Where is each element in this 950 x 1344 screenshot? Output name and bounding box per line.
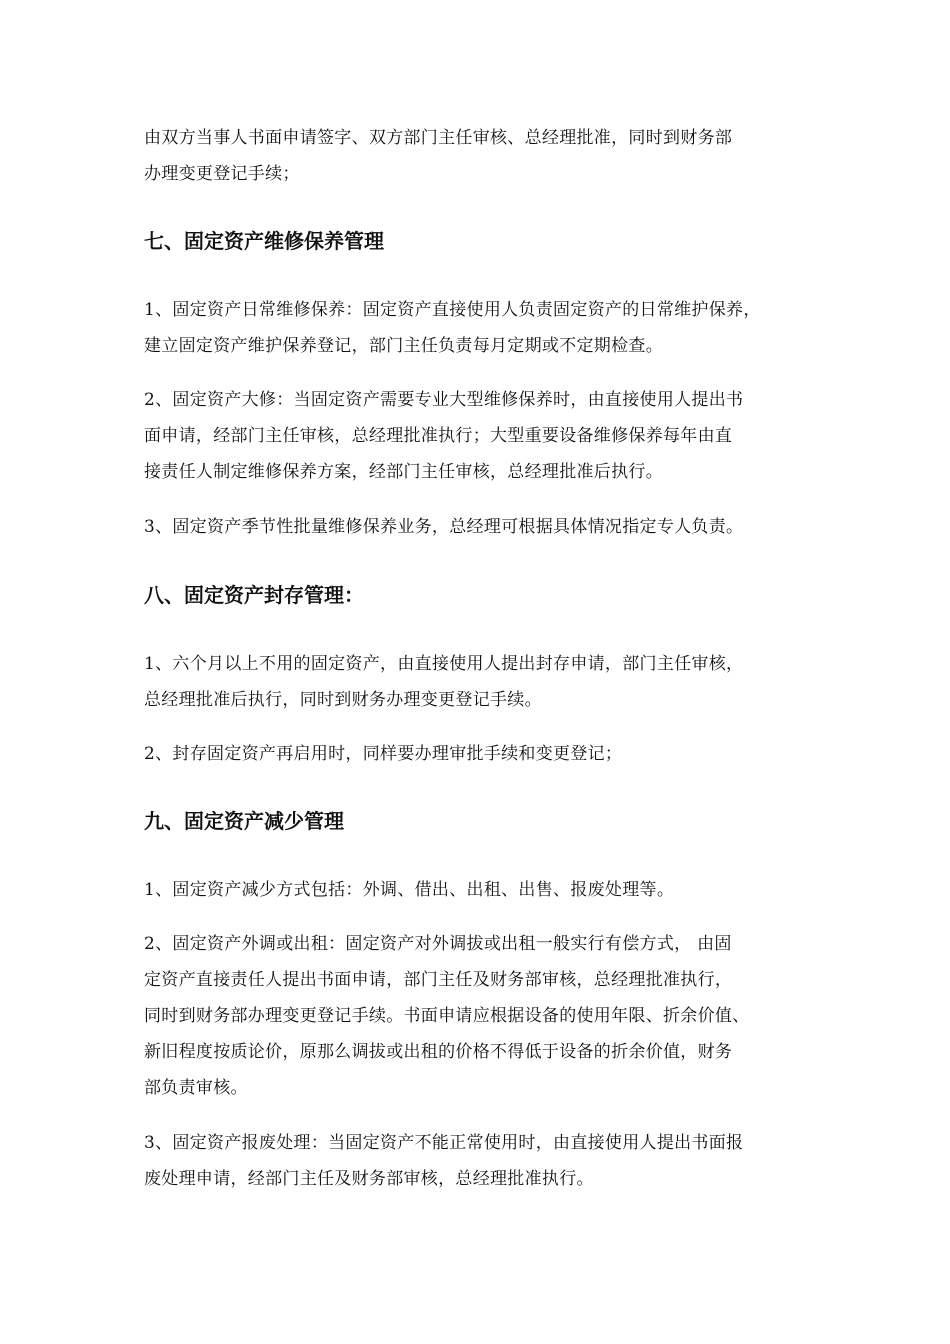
paragraph-reduction-methods [144,872,816,908]
text-line: 1、固定资产日常维修保养：固定资产直接使用人负责固定资产的日常维护保养， [144,300,761,320]
section-heading-reduction: 九、固定资产减少管理 [144,809,344,833]
text-line: 2、封存固定资产再启用时，同样要办理审批手续和变更登记； [144,744,623,764]
paragraph-overhaul [144,382,816,490]
text-line: 同时到财务部办理变更登记手续。书面申请应根据设备的使用年限、折余价值、 [144,1006,750,1026]
text-line: 定资产直接责任人提出书面申请，部门主任及财务部审核，总经理批准执行， [144,970,733,990]
text-line: 2、固定资产大修：当固定资产需要专业大型维修保养时，由直接使用人提出书 [144,390,744,410]
text-line: 3、固定资产季节性批量维修保养业务，总经理可根据具体情况指定专人负责。 [144,517,744,537]
text-line: 1、六个月以上不用的固定资产，由直接使用人提出封存申请，部门主任审核， [144,654,744,674]
text-line: 新旧程度按质论价，原那么调拔或出租的价格不得低于设备的折余价值，财务 [144,1042,733,1062]
text-line: 3、固定资产报废处理：当固定资产不能正常使用时，由直接使用人提出书面报 [144,1133,744,1153]
paragraph-daily-maintenance [144,292,816,364]
text-line: 2、固定资产外调或出租：固定资产对外调拔或出租一般实行有偿方式， 由固 [144,934,732,954]
text-line: 1、固定资产减少方式包括：外调、借出、出租、出售、报废处理等。 [144,880,675,900]
text-line: 总经理批准后执行，同时到财务办理变更登记手续。 [144,690,542,710]
paragraph-reactivation [144,736,816,772]
text-line: 面申请，经部门主任审核，总经理批准执行；大型重要设备维修保养每年由直 [144,426,733,446]
paragraph-seasonal-maintenance [144,509,816,545]
paragraph-transfer-or-lease [144,926,816,1106]
paragraph-scrapping [144,1125,816,1197]
text-line: 由双方当事人书面申请签字、双方部门主任审核、总经理批准，同时到财务部 [144,128,733,148]
text-line: 建立固定资产维护保养登记，部门主任负责每月定期或不定期检查。 [144,336,663,356]
paragraph-sealing-application [144,646,816,718]
text-line: 废处理申请，经部门主任及财务部审核，总经理批准执行。 [144,1169,594,1189]
text-line: 部负责审核。 [144,1078,248,1098]
section-heading-maintenance: 七、固定资产维修保养管理 [144,229,384,253]
paragraph-change-registration [144,120,816,192]
section-heading-sealing: 八、固定资产封存管理： [144,583,364,607]
text-line: 办理变更登记手续； [144,164,300,184]
text-line: 接责任人制定维修保养方案，经部门主任审核，总经理批准后执行。 [144,462,663,482]
